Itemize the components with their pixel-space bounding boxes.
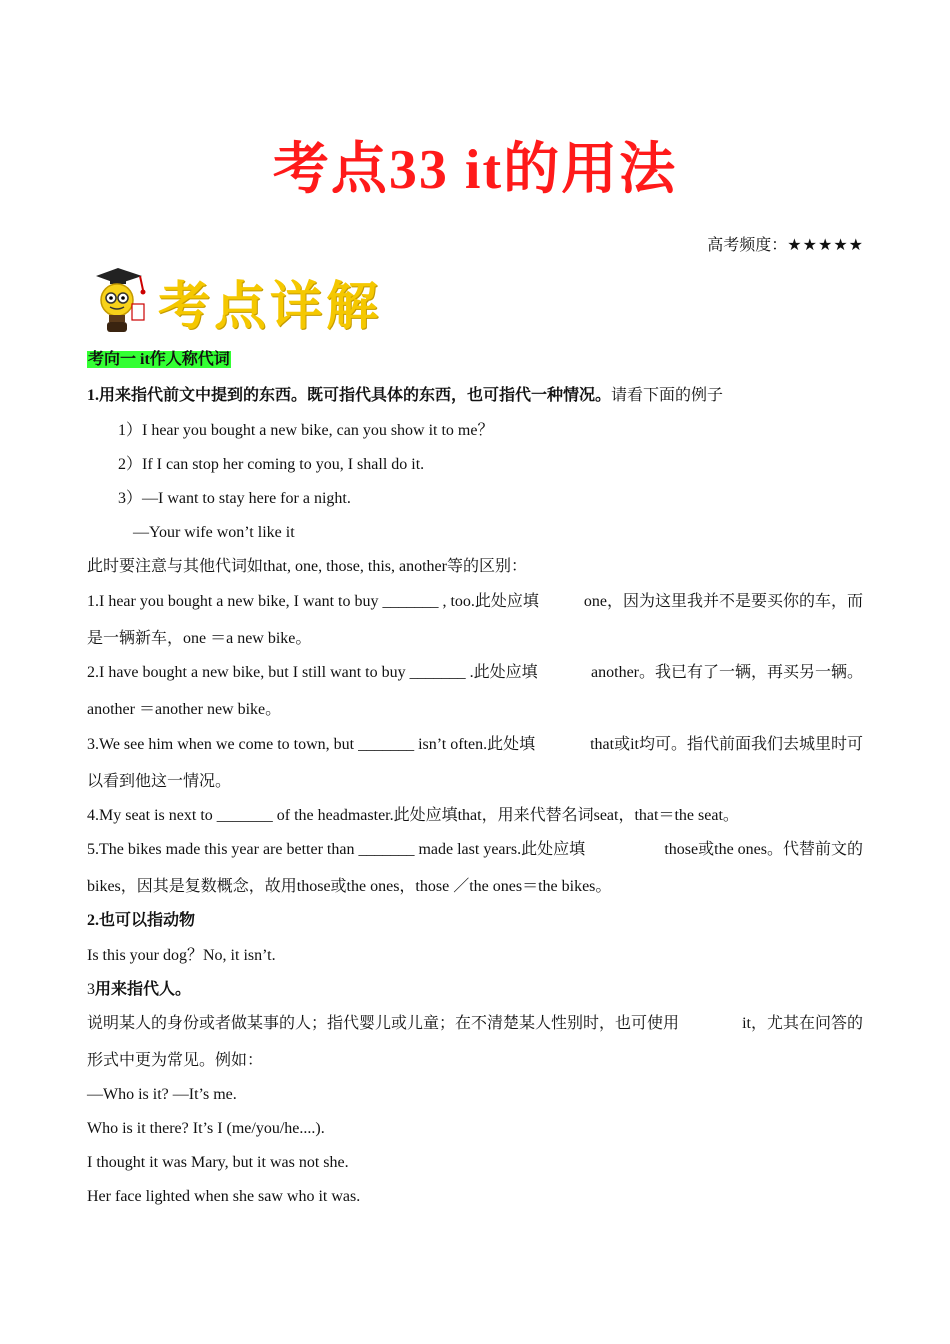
section-heading	[87, 350, 231, 370]
item-3-line1	[87, 735, 863, 755]
doctor-bulb-icon	[88, 266, 150, 336]
example-line: —Who is it? —It’s me.	[87, 1086, 237, 1103]
page-title: 考点33 it的用法	[272, 139, 678, 201]
item-5-line1	[87, 840, 863, 860]
point-3-desc2: 形式中更为常见。例如：	[87, 1052, 264, 1069]
item-1-line2: 是一辆新车，one ＝a new bike。	[87, 630, 312, 647]
banner-title: 考点详解	[158, 277, 383, 337]
example-line: 3）—I want to stay here for a night.	[118, 490, 351, 507]
point-3-desc	[87, 1014, 863, 1034]
example-line: I thought it was Mary, but it was not she.	[87, 1154, 349, 1171]
frequency-rating	[707, 232, 864, 255]
example-line: Her face lighted when she saw who it was.	[87, 1188, 361, 1205]
item-text: 1.I hear you bought a new bike, I want to buy _______ , too.此处应填	[87, 593, 539, 610]
example-line: Who is it there? It’s I (me/you/he....).	[87, 1120, 325, 1137]
example-line: —Your wife won’t like it	[133, 524, 295, 541]
point-3-heading-text: 用来指代人。	[95, 981, 192, 998]
item-text: that或it均可。指代前面我们去城里时可	[590, 736, 863, 753]
item-text: 2.I have bought a new bike, but I still want to buy _______ .此处应填	[87, 664, 538, 681]
section-heading-text: 考向一 it作人称代词	[88, 351, 230, 368]
point-1-bold: 1.用来指代前文中提到的东西。既可指代具体的东西，也可指代一种情况。	[87, 387, 612, 404]
desc-text: it，尤其在问答的	[742, 1015, 863, 1032]
item-text: those或the ones。代替前文的	[664, 841, 863, 858]
point-3-number: 3	[87, 981, 95, 998]
frequency-label: 高考频度：	[707, 237, 788, 254]
section-banner	[88, 262, 388, 337]
point-1	[87, 386, 723, 406]
item-text: one，因为这里我并不是要买你的车，而	[583, 593, 863, 610]
item-text: 5.The bikes made this year are better than _______ made last years.此处应填	[87, 841, 586, 858]
example-line: 2）If I can stop her coming to you, I shall do it.	[118, 456, 425, 473]
frequency-stars: ★★★★★	[787, 237, 864, 254]
item-5-line2: bikes，因其是复数概念，故用those或the ones，those ／the ones＝the bikes。	[87, 878, 612, 895]
item-4-line1: 4.My seat is next to _______ of the headmaster.此处应填that，用来代替名词seat，that＝the seat。	[87, 807, 739, 824]
item-3-line2: 以看到他这一情况。	[87, 773, 232, 790]
example-line: 1）I hear you bought a new bike, can you show it to me？	[118, 422, 494, 439]
point-2-heading	[87, 911, 195, 931]
note-intro: 此时要注意与其他代词如that, one, those, this, another等的区别：	[87, 558, 527, 575]
item-2-line1	[87, 663, 863, 683]
point-1-rest: 请看下面的例子	[611, 387, 724, 404]
point-2-heading-text: 2.也可以指动物	[87, 912, 196, 929]
item-text: another。我已有了一辆，再买另一辆。	[591, 664, 863, 681]
desc-text: 说明某人的身份或者做某事的人；指代婴儿或儿童；在不清楚某人性别时，也可使用	[87, 1015, 680, 1032]
item-1-line1	[87, 592, 863, 612]
point-3-heading	[87, 980, 191, 1000]
item-text: 3.We see him when we come to town, but _______ isn’t often.此处填	[87, 736, 536, 753]
point-2-example: Is this your dog？No, it isn’t.	[87, 947, 276, 964]
item-2-line2: another ＝another new bike。	[87, 701, 282, 718]
